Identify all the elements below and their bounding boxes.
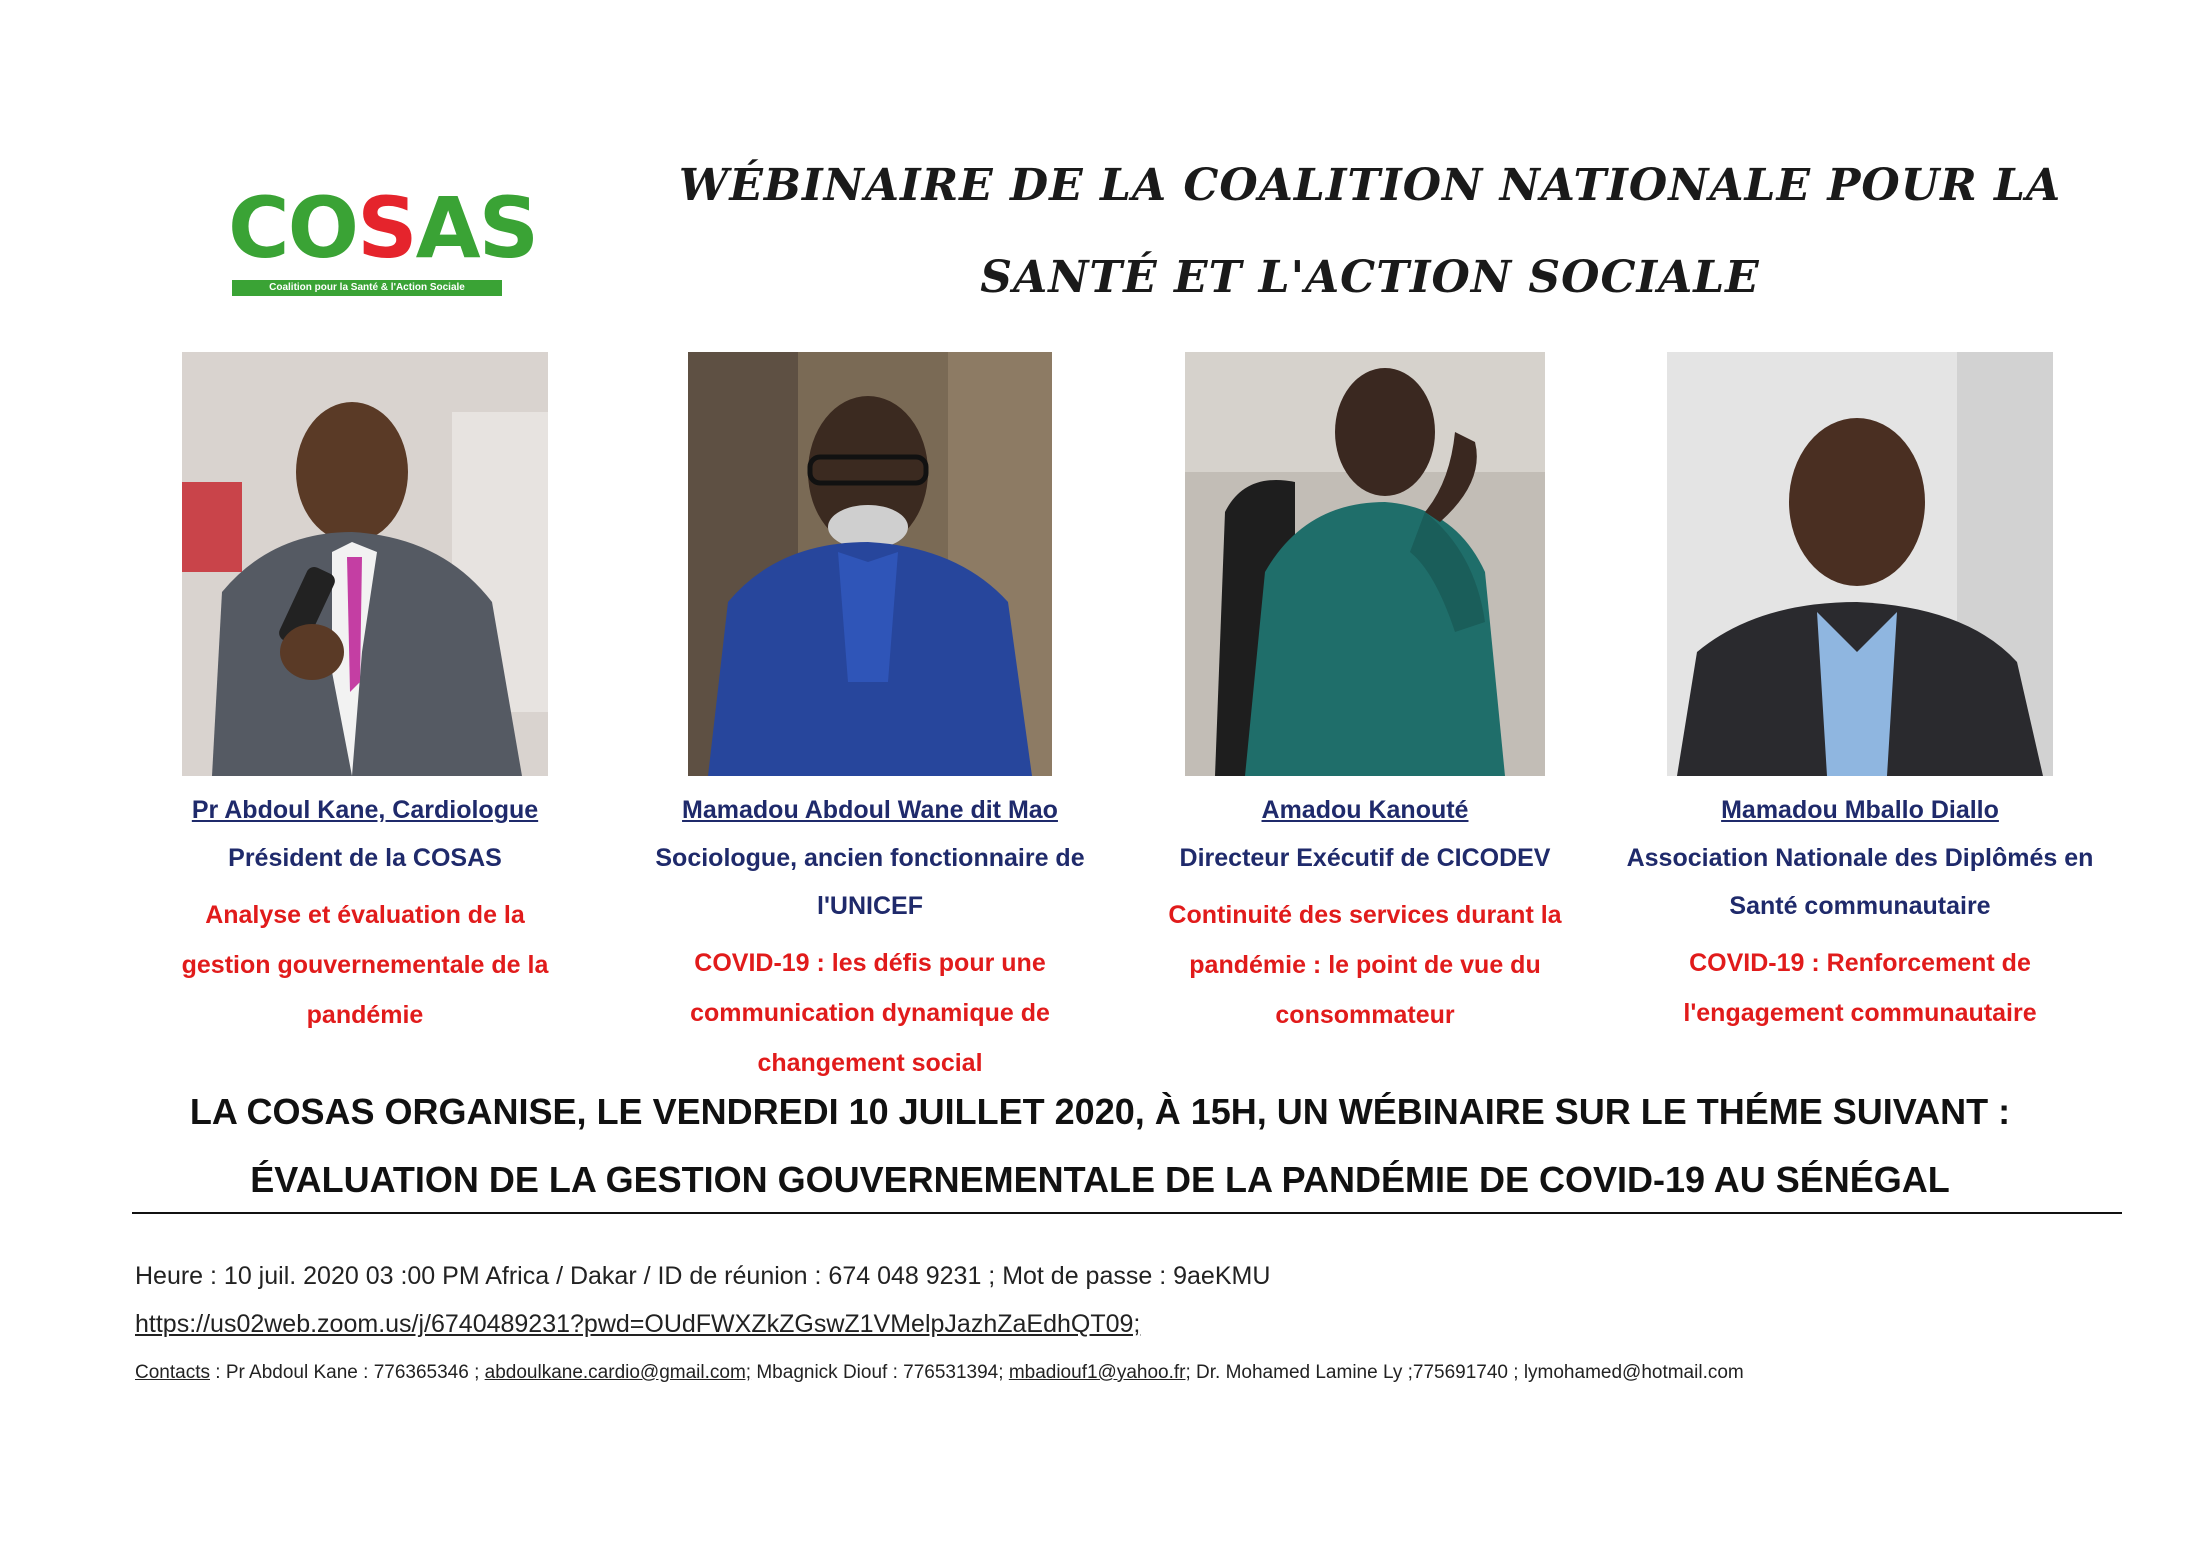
speaker-topic-3: Continuité des services durant la pandémie : le point de vue du consommateur — [1168, 901, 1562, 1029]
speaker-role-3-line-1: Directeur Exécutif de CICODEV — [1179, 844, 1551, 872]
speaker-photo-3 — [1185, 352, 1545, 776]
email-link-kane[interactable]: abdoulkane.cardio@gmail.com; — [484, 1362, 752, 1383]
email-link-diouf[interactable]: mbadiouf1@yahoo.fr — [1008, 1362, 1186, 1383]
speaker-photo-4 — [1667, 352, 2053, 776]
speaker-card-1 — [130, 352, 600, 1040]
logo-wordmark: COSAS — [228, 179, 538, 277]
logo-tagline: Coalition pour la Santé & l'Action Sociale — [232, 280, 502, 296]
announcement-line-1: LA COSAS ORGANISE, LE VENDREDI 10 JUILLET 2020, À 15H, UN WÉBINAIRE SUR LE THÉME SUIVANT : — [189, 1091, 2011, 1132]
speaker-topic-4: COVID-19 : Renforcement de l'engagement communautaire — [1683, 949, 2037, 1027]
speaker-name-2: Mamadou Abdoul Wane dit Mao — [682, 796, 1058, 824]
speaker-card-3 — [1130, 352, 1600, 1040]
title-line-2: SANTÉ ET L'ACTION SOCIALE — [980, 252, 1760, 303]
title-line-1: WÉBINAIRE DE LA COALITION NATIONALE POUR LA — [678, 160, 2062, 211]
speaker-role-2: Sociologue, ancien fonctionnaire de l'UNICEF — [655, 844, 1085, 920]
speaker-name-4: Mamadou Mballo Diallo — [1721, 796, 1999, 824]
announcement-line-2: ÉVALUATION DE LA GESTION GOUVERNEMENTALE DE LA PANDÉMIE DE COVID-19 AU SÉNÉGAL — [250, 1159, 1950, 1200]
speaker-role-1-line-1: Président de la COSAS — [228, 844, 502, 872]
speaker-name-1: Pr Abdoul Kane, Cardiologue — [191, 796, 539, 824]
speaker-card-4 — [1600, 352, 2120, 1038]
announcement — [100, 1078, 2100, 1214]
contacts-label: Contacts — [135, 1362, 210, 1383]
zoom-link[interactable]: https://us02web.zoom.us/j/6740489231?pwd=OUdFWXZkZGswZ1VMelpJazhZaEdhQT09; — [135, 1310, 1141, 1338]
speaker-role-4: Association Nationale des Diplômés en Santé communautaire — [1626, 844, 2094, 920]
speaker-topic-2: COVID-19 : les défis pour une communication dynamique de changement social — [690, 949, 1050, 1077]
page-title — [620, 140, 2120, 324]
speaker-photo-1 — [182, 352, 548, 776]
cosas-logo — [228, 178, 538, 298]
speaker-name-3: Amadou Kanouté — [1261, 796, 1469, 824]
speaker-photo-2 — [688, 352, 1052, 776]
divider — [132, 1212, 2122, 1214]
speaker-card-2 — [630, 352, 1110, 1088]
contacts: Contacts : Pr Abdoul Kane : 776365346 ; abdoulkane.cardio@gmail.com; Mbagnick Diouf : 776531394; mbadiouf1@yahoo.fr; Dr. Mohamed Lamine Ly ;775691740 ; lymohamed@hotmail.com — [135, 1362, 1744, 1383]
meeting-details: Heure : 10 juil. 2020 03 :00 PM Africa / Dakar / ID de réunion : 674 048 9231 ; Mot de passe : 9aeKMU — [135, 1262, 1271, 1290]
speaker-topic-1: Analyse et évaluation de la gestion gouvernementale de la pandémie — [181, 901, 549, 1029]
